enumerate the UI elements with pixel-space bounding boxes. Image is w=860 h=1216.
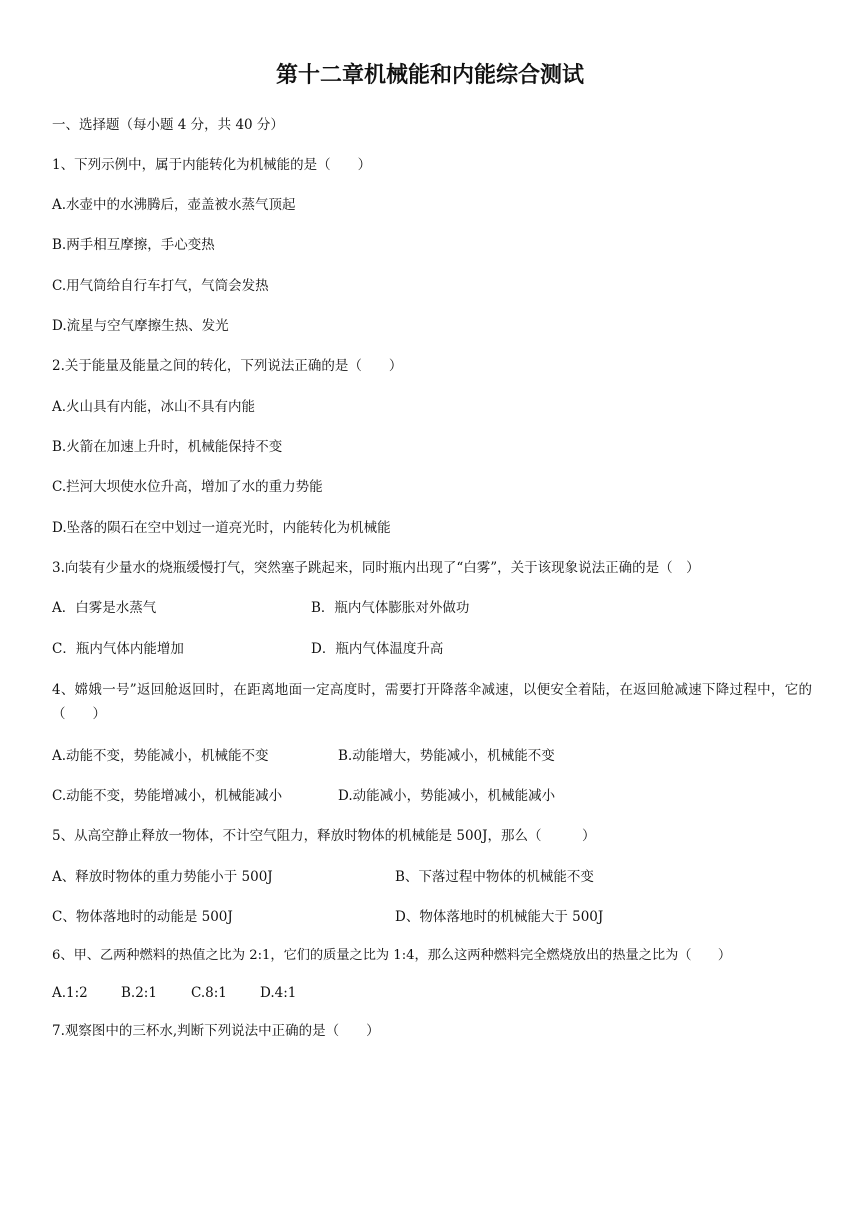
question-4-option-d: D.动能减小，势能减小，机械能减小 <box>338 788 556 804</box>
question-6-stem: 6、甲、乙两种燃料的热值之比为 2:1，它们的质量之比为 1:4，那么这两种燃料完全燃烧放出的热量之比为（ ） <box>52 948 732 963</box>
question-2-option-c: C.拦河大坝使水位升高，增加了水的重力势能 <box>52 479 323 495</box>
question-4-option-c: C.动能不变，势能增减小，机械能减小 <box>52 788 283 804</box>
question-2-option-d: D.坠落的陨石在空中划过一道亮光时，内能转化为机械能 <box>52 520 391 536</box>
page-title: 第十二章机械能和内能综合测试 <box>275 63 584 88</box>
question-1-option-b: B.两手相互摩擦，手心变热 <box>52 237 215 253</box>
question-3-stem: 3.向装有少量水的烧瓶缓慢打气，突然塞子跳起来，同时瓶内出现了“白雾”，关于该现象说法正确的是（ ） <box>52 560 700 576</box>
question-2-option-a: A.火山具有内能，冰山不具有内能 <box>52 399 256 415</box>
question-6-option-a: A.1:2 <box>52 985 88 1001</box>
question-3-option-a: A．白雾是水蒸气 <box>52 600 157 616</box>
question-5-option-c: C、物体落地时的动能是 500J <box>52 909 233 925</box>
question-5-option-a: A、释放时物体的重力势能小于 500J <box>52 869 273 885</box>
question-1-option-c: C.用气筒给自行车打气，气筒会发热 <box>52 278 269 294</box>
question-4-option-b: B.动能增大，势能减小，机械能不变 <box>338 748 555 764</box>
question-5-stem: 5、从高空静止释放一物体，不计空气阻力，释放时物体的机械能是 500J，那么（ ） <box>52 828 596 844</box>
question-6-option-c: C.8:1 <box>191 985 227 1001</box>
question-3-option-d: D．瓶内气体温度升高 <box>311 641 444 657</box>
section-heading: 一、选择题（每小题 4 分，共 40 分） <box>52 117 284 133</box>
question-4-stem: 4、嫦娥一号”返回舱返回时，在距离地面一定高度时，需要打开降落伞减速，以便安全着陆，在返回舱减速下降过程中，它的（ ） <box>52 682 812 722</box>
question-2-option-b: B.火箭在加速上升时，机械能保持不变 <box>52 439 283 455</box>
question-6-option-b: B.2:1 <box>121 985 157 1001</box>
question-1-stem: 1、下列示例中，属于内能转化为机械能的是（ ） <box>52 157 372 173</box>
question-5-option-b: B、下落过程中物体的机械能不变 <box>395 869 594 885</box>
question-4-option-a: A.动能不变，势能减小，机械能不变 <box>52 748 269 764</box>
question-5-option-d: D、物体落地时的机械能大于 500J <box>395 909 604 925</box>
question-3-option-b: B．瓶内气体膨胀对外做功 <box>311 600 470 616</box>
question-3-option-c: C．瓶内气体内能增加 <box>52 641 184 657</box>
question-6-option-d: D.4:1 <box>260 985 297 1001</box>
question-1-option-a: A.水壶中的水沸腾后，壶盖被水蒸气顶起 <box>52 197 296 213</box>
question-1-option-d: D.流星与空气摩擦生热、发光 <box>52 318 229 334</box>
question-2-stem: 2.关于能量及能量之间的转化，下列说法正确的是（ ） <box>52 358 403 374</box>
question-7-stem: 7.观察图中的三杯水,判断下列说法中正确的是（ ） <box>52 1023 380 1039</box>
